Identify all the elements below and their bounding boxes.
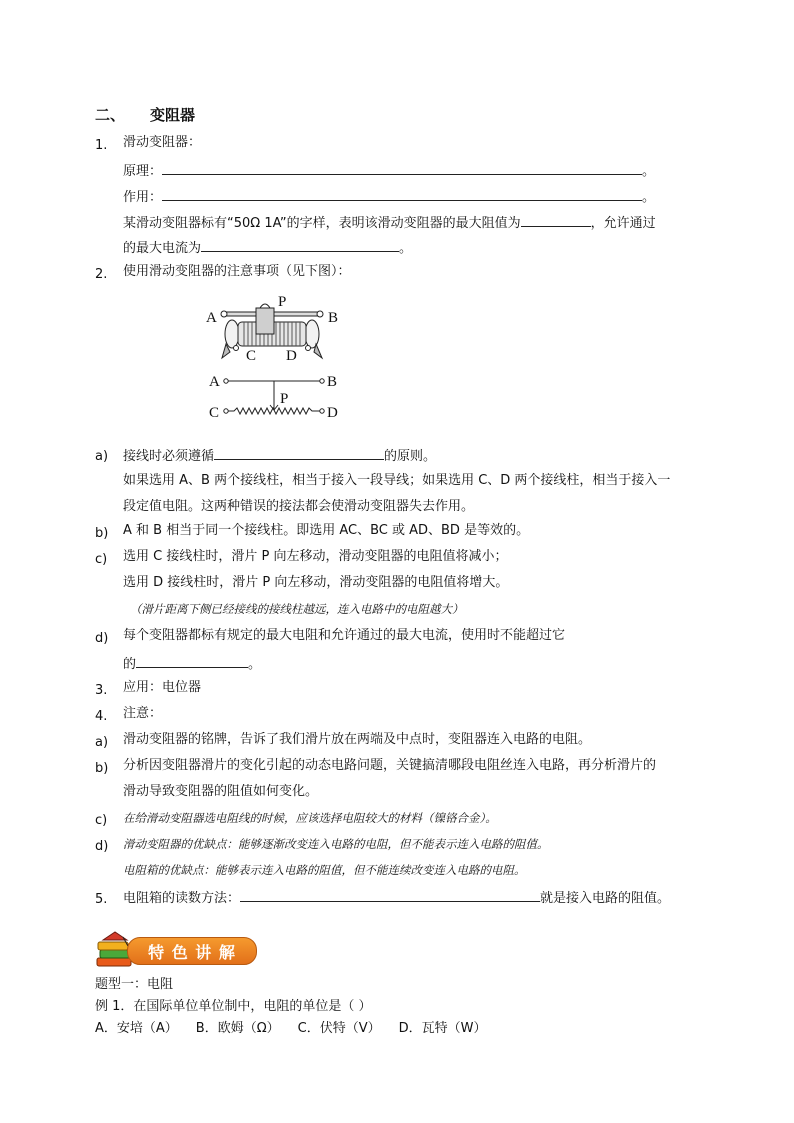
sub-tag: a) — [95, 449, 109, 464]
reading-text: 电阻箱的读数方法： — [123, 891, 241, 906]
reading-text: 就是接入电路的阻值。 — [540, 891, 671, 906]
terminal-d-text: 选用 D 接线柱时，滑片 P 向左移动，滑动变阻器的电阻值将增大。 — [123, 575, 509, 590]
schematic-label-D: D — [327, 405, 338, 421]
function-blank[interactable] — [162, 186, 642, 201]
terminal-c-text: 选用 C 接线柱时，滑片 P 向左移动，滑动变阻器的电阻值将减小； — [123, 549, 508, 564]
application-text: 应用：电位器 — [123, 680, 202, 695]
equivalent-terminals-text: A 和 B 相当于同一个接线柱。即选用 AC、BC 或 AD、BD 是等效的。 — [123, 523, 530, 538]
rating-limit-text: 每个变阻器都标有规定的最大电阻和允许通过的最大电流，使用时不能超过它 — [123, 628, 566, 643]
question-type: 题型一：电阻 — [95, 977, 174, 992]
rheostat-schematic — [224, 379, 324, 414]
label-D: D — [286, 348, 297, 364]
option-b[interactable]: B．欧姆（Ω） — [195, 1021, 280, 1036]
option-c[interactable]: C．伏特（V） — [297, 1021, 381, 1036]
item-number: 4. — [95, 709, 108, 724]
rating-text: 某滑动变阻器标有“50Ω 1A”的字样，表明该滑动变阻器的最大阻值为 — [123, 216, 521, 231]
schematic-label-B: B — [327, 374, 338, 390]
wiring-principle-row — [123, 445, 436, 466]
end-mark: 。 — [642, 190, 656, 205]
nameplate-text: 滑动变阻器的铭牌，告诉了我们滑片放在两端及中点时，变阻器连入电路的电阻。 — [123, 732, 592, 747]
max-current-blank[interactable] — [201, 237, 399, 252]
rheostat-physical-drawing — [221, 304, 323, 358]
wiring-text: 的原则。 — [384, 449, 437, 464]
item-number: 1. — [95, 138, 108, 153]
question-stem: 例 1．在国际单位单位制中，电阻的单位是（ ） — [95, 999, 372, 1014]
resistance-box-reading-row — [123, 887, 670, 908]
rating-row-1 — [123, 212, 656, 233]
item-title: 滑动变阻器： — [123, 135, 202, 150]
section-title: 变阻器 — [150, 106, 196, 124]
rheostat-pros-cons: 滑动变阻器的优缺点：能够逐渐改变连入电路的电阻，但不能表示连入电路的阻值。 — [123, 837, 549, 851]
material-note: 在给滑动变阻器选电阻线的时候，应该选择电阻较大的材料（镍铬合金）。 — [123, 811, 497, 825]
item-title: 使用滑动变阻器的注意事项（见下图）： — [123, 264, 351, 279]
label-B: B — [328, 310, 339, 326]
dynamic-circuit-text-2: 滑动导致变阻器的阻值如何变化。 — [123, 784, 319, 799]
end-mark: 。 — [642, 164, 656, 179]
wiring-text: 接线时必须遵循 — [123, 449, 215, 464]
item-number: 2. — [95, 267, 108, 282]
schematic-label-P: P — [280, 391, 289, 407]
schematic-label-A: A — [209, 374, 220, 390]
item-number: 5. — [95, 892, 108, 907]
rheostat-figure — [200, 292, 350, 428]
rating-row-2 — [123, 237, 412, 258]
wiring-principle-blank[interactable] — [214, 445, 384, 460]
wiring-explanation-2: 段定值电阻。这两种错误的接法都会使滑动变阻器失去作用。 — [123, 499, 475, 514]
principle-label: 原理： — [123, 164, 163, 179]
function-row — [123, 186, 655, 207]
rating-limit-text: 。 — [248, 657, 262, 672]
option-d[interactable]: D．瓦特（W） — [398, 1021, 487, 1036]
resistance-box-pros-cons: 电阻箱的优缺点：能够表示连入电路的阻值，但不能连续改变连入电路的电阻。 — [123, 863, 526, 877]
item-number: 3. — [95, 683, 108, 698]
section-number: 二、 — [95, 106, 126, 124]
rating-text: ，允许通过 — [590, 216, 656, 231]
sub-tag: d) — [95, 631, 109, 646]
feature-banner — [93, 928, 259, 972]
option-a[interactable]: A．安培（A） — [95, 1021, 178, 1036]
principle-blank[interactable] — [162, 160, 642, 175]
sub-tag: c) — [95, 813, 108, 828]
wiring-explanation-1: 如果选用 A、B 两个接线柱，相当于接入一段导线；如果选用 C、D 两个接线柱，相当于接入一 — [123, 473, 671, 488]
rating-text: 的最大电流为 — [123, 241, 202, 256]
label-C: C — [246, 348, 257, 364]
rating-limit-row — [123, 653, 261, 674]
sub-tag: b) — [95, 761, 109, 776]
dynamic-circuit-text-1: 分析因变阻器滑片的变化引起的动态电路问题，关键搞清哪段电阻丝连入电路，再分析滑片的 — [123, 758, 657, 773]
max-resistance-blank[interactable] — [521, 212, 591, 227]
sub-tag: a) — [95, 735, 109, 750]
label-P: P — [278, 294, 287, 310]
slider-note: （滑片距离下侧已经接线的接线柱越远，连入电路中的电阻越大） — [130, 602, 464, 616]
answer-options — [95, 1020, 487, 1038]
rating-text: 。 — [399, 241, 413, 256]
rating-limit-text: 的 — [123, 657, 137, 672]
rating-limit-blank[interactable] — [136, 653, 248, 668]
schematic-label-C: C — [209, 405, 220, 421]
item-title: 注意： — [123, 706, 163, 721]
sub-tag: b) — [95, 526, 109, 541]
reading-method-blank[interactable] — [240, 887, 540, 902]
sub-tag: d) — [95, 839, 109, 854]
function-label: 作用： — [123, 190, 163, 205]
principle-row — [123, 160, 655, 181]
banner-pill — [127, 937, 257, 965]
sub-tag: c) — [95, 552, 108, 567]
label-A: A — [206, 310, 217, 326]
banner-title: 特 色 讲 解 — [148, 942, 236, 962]
